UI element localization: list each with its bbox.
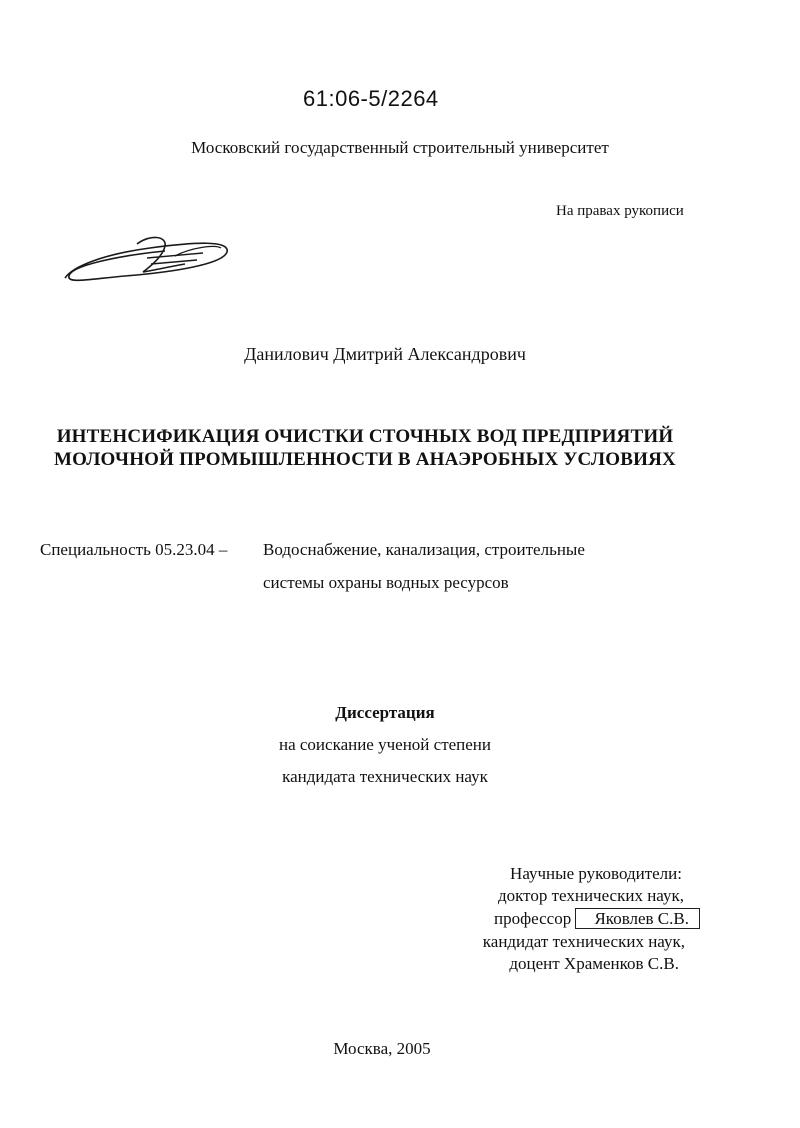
supervisor-line-4: доцент Храменков С.В.: [509, 954, 679, 973]
specialty-line-2: системы охраны водных ресурсов: [263, 573, 509, 592]
specialty-label: Специальность 05.23.04 –: [40, 540, 228, 559]
author-name: Данилович Дмитрий Александрович: [244, 344, 526, 364]
manuscript-rights-note: На правах рукописи: [556, 203, 684, 219]
thesis-title-line-2: МОЛОЧНОЙ ПРОМЫШЛЕННОСТИ В АНАЭРОБНЫХ УСЛОВИЯХ: [54, 449, 676, 470]
city-year: Москва, 2005: [333, 1039, 431, 1058]
university-name: Московский государственный строительный университет: [191, 138, 609, 157]
supervisor-professor-name: Яковлев С.В.: [575, 908, 700, 929]
supervisors-heading: Научные руководители:: [510, 864, 682, 883]
thesis-title-line-1: ИНТЕНСИФИКАЦИЯ ОЧИСТКИ СТОЧНЫХ ВОД ПРЕДПРИЯТИЙ: [56, 426, 674, 447]
dissertation-heading: Диссертация: [335, 703, 435, 722]
supervisor-professor-label: профессор: [494, 909, 572, 928]
archive-stamp: 61:06-5/2264: [303, 86, 439, 111]
supervisor-line-3: кандидат технических наук,: [482, 932, 685, 951]
supervisor-line-1: доктор технических наук,: [497, 886, 684, 905]
degree-line-2: кандидата технических наук: [282, 767, 488, 786]
specialty-line-1: Водоснабжение, канализация, строительные: [263, 540, 585, 559]
author-signature: [55, 226, 235, 296]
supervisor-professor-line: [0, 909, 700, 929]
degree-line-1: на соискание ученой степени: [278, 735, 492, 754]
